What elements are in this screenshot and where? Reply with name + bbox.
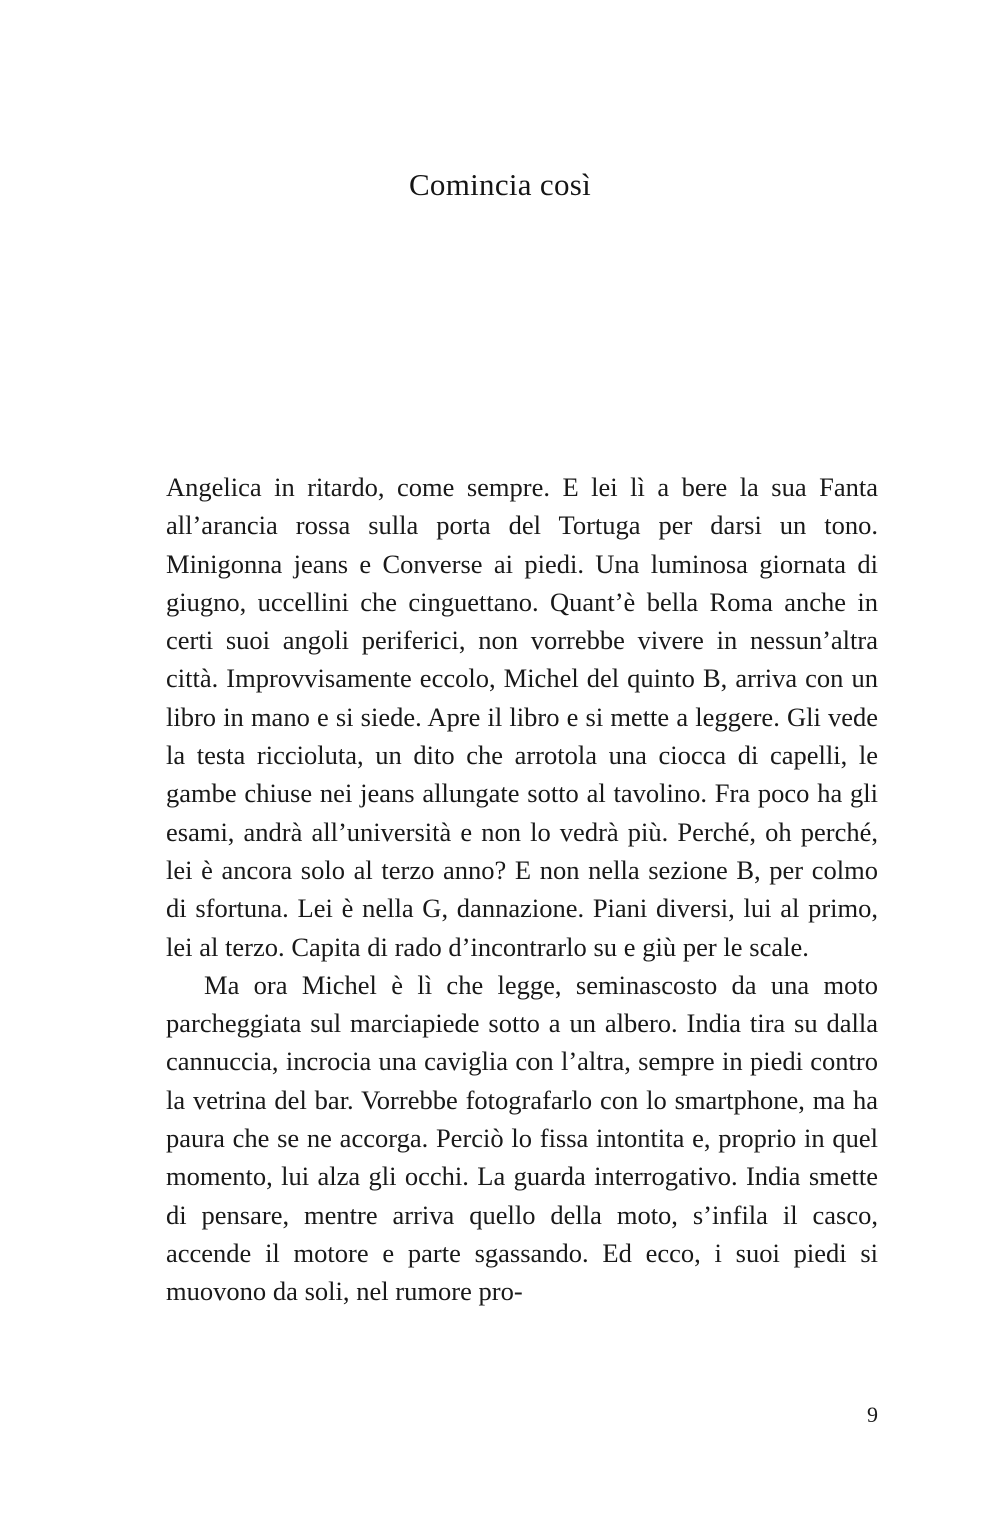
paragraph-2: Ma ora Michel è lì che legge, seminascosto da una moto parcheggiata sul marciapiede sotto a un albero. India tira su dalla cannuccia, incrocia una caviglia con l’altra, sempre in piedi contro la vetrina del bar. Vorrebbe fotografarlo con lo smartphone, ma ha paura che se ne accorga. Perciò lo fissa intontita e, proprio in quel momento, lui alza gli occhi. La guarda interrogativo. India smette di pensare, mentre arriva quello della moto, s’infila il casco, accende il motore e parte sgassando. Ed ecco, i suoi piedi si muovono da soli, nel rumore pro- [166,969,878,1307]
chapter-title: Comincia così [408,166,592,202]
page-number: 9 [867,1402,878,1427]
body-text-block [166,468,878,1311]
paragraph-1: Angelica in ritardo, come sempre. E lei lì a bere la sua Fanta all’arancia rossa sulla porta del Tortuga per darsi un tono. Minigonna jeans e Converse ai piedi. Una luminosa giornata di giugno, uccellini che cinguettano. Quant’è bella Roma anche in certi suoi angoli periferici, non vorrebbe vivere in nessun’altra città. Improvvisamente eccolo, Michel del quinto B, arriva con un libro in mano e si siede. Apre il libro e si mette a leggere. Gli vede la testa riccioluta, un dito che arrotola una ciocca di capelli, le gambe chiuse nei jeans allungate sotto al tavolino. Fra poco ha gli esami, andrà all’università e non lo vedrà più. Perché, oh perché, lei è ancora solo al terzo anno? E non nella sezione B, per colmo di sfortuna. Lei è nella G, dannazione. Piani diversi, lui al primo, lei al terzo. Capita di rado d’incontrarlo su e giù per le scale. [166,472,878,962]
